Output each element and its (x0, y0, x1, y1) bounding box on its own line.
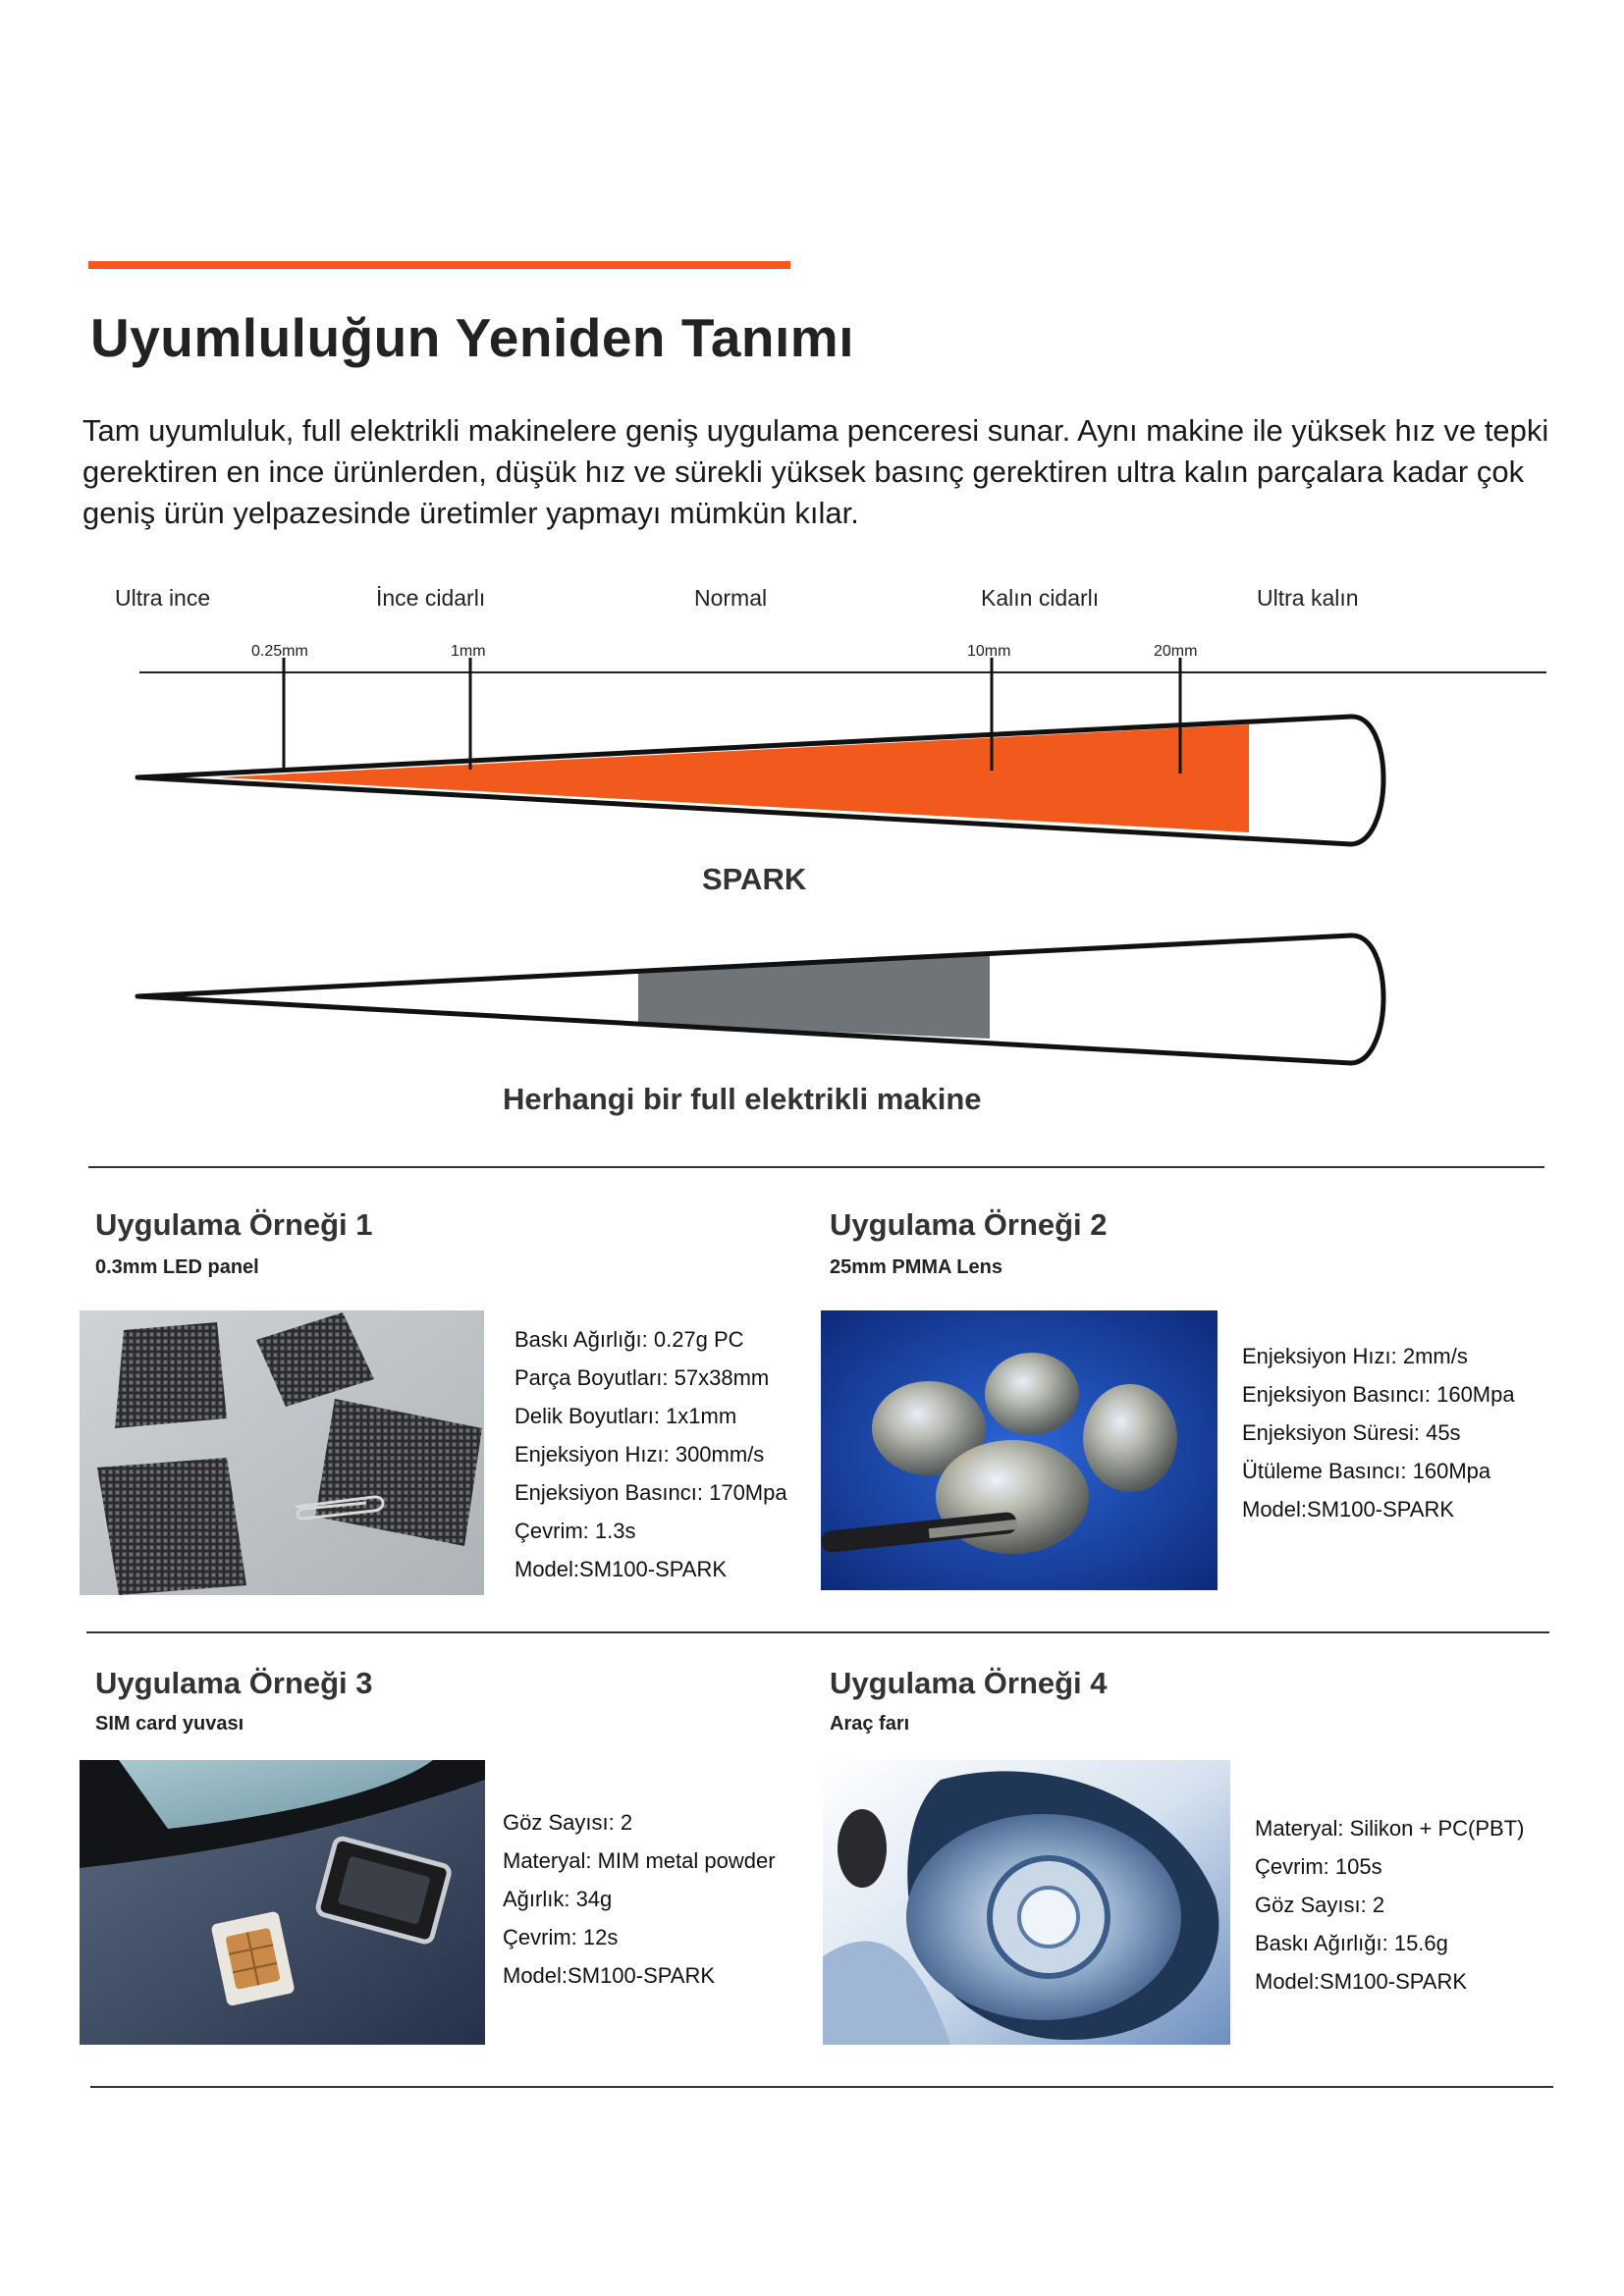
example-2-subtitle: 25mm PMMA Lens (830, 1256, 1002, 1278)
spec-item: Model:SM100-SPARK (514, 1557, 728, 1581)
spec-item: Enjeksiyon Hızı: 2mm/s (1242, 1344, 1468, 1368)
spec-item: Delik Boyutları: 1x1mm (514, 1404, 737, 1428)
spark-wedge (137, 658, 1383, 844)
spec-item: Parça Boyutları: 57x38mm (514, 1365, 770, 1390)
spec-item: Enjeksiyon Hızı: 300mm/s (514, 1442, 765, 1467)
spec-item: Çevrim: 1.3s (514, 1519, 636, 1543)
page-title: Uyumluluğun Yeniden Tanımı (90, 307, 854, 368)
led-panel-photo (80, 1310, 484, 1595)
divider-middle (86, 1631, 1549, 1633)
example-2-title: Uygulama Örneği 2 (830, 1207, 1108, 1242)
example-3-title: Uygulama Örneği 3 (95, 1666, 373, 1700)
scale-label-normal: Normal (694, 585, 768, 611)
spark-range-fill (218, 724, 1249, 832)
generic-machine-wedge (137, 935, 1383, 1063)
sim-card-tray-photo (80, 1760, 485, 2045)
spec-item: Göz Sayısı: 2 (503, 1810, 633, 1835)
spec-item: Materyal: Silikon + PC(PBT) (1255, 1816, 1525, 1841)
spec-item: Model:SM100-SPARK (1255, 1969, 1468, 1994)
example-1-specs (514, 1320, 787, 1588)
divider-bottom (90, 2086, 1553, 2088)
spec-item: Enjeksiyon Basıncı: 160Mpa (1242, 1382, 1515, 1407)
pmma-lens-photo (821, 1310, 1218, 1590)
tick-label-025mm: 0.25mm (251, 643, 308, 660)
example-3-subtitle: SIM card yuvası (95, 1713, 244, 1735)
scale-label-ultra-thick: Ultra kalın (1257, 585, 1359, 611)
spec-item: Ağırlık: 34g (503, 1887, 613, 1911)
tick-label-10mm: 10mm (967, 643, 1011, 660)
example-4-title: Uygulama Örneği 4 (830, 1666, 1108, 1700)
example-4-specs (1255, 1809, 1524, 2001)
spec-item: Materyal: MIM metal powder (503, 1848, 776, 1873)
spark-label: SPARK (702, 862, 807, 896)
spec-item: Baskı Ağırlığı: 15.6g (1255, 1931, 1448, 1955)
intro-paragraph: Tam uyumluluk, full elektrikli makinelere geniş uygulama penceresi sunar. Aynı makine ile yüksek hız ve tepki gerektiren en ince ürünlerden, düşük hız ve sürekli yüksek basınç gerektiren ultra kalın parçalara kadar çok geniş ürün yelpazesinde üretimler yapmayı mümkün kılar. (82, 413, 1549, 530)
scale-label-thin-wall: İnce cidarlı (376, 585, 486, 611)
example-1-subtitle: 0.3mm LED panel (95, 1256, 259, 1278)
example-1-title: Uygulama Örneği 1 (95, 1207, 373, 1242)
scale-label-thick-wall: Kalın cidarlı (981, 585, 1100, 611)
divider-top (88, 1166, 1544, 1168)
spec-item: Model:SM100-SPARK (503, 1963, 716, 1988)
example-3-specs (503, 1803, 776, 1995)
example-2-specs (1242, 1337, 1515, 1528)
thickness-diagram (0, 0, 1624, 1129)
spec-item: Enjeksiyon Basıncı: 170Mpa (514, 1480, 787, 1505)
scale-label-ultra-thin: Ultra ince (115, 585, 211, 611)
spec-item: Enjeksiyon Süresi: 45s (1242, 1420, 1461, 1445)
spec-item: Çevrim: 105s (1255, 1854, 1382, 1879)
spec-item: Model:SM100-SPARK (1242, 1497, 1455, 1522)
spec-item: Ütüleme Basıncı: 160Mpa (1242, 1459, 1491, 1483)
spec-item: Göz Sayısı: 2 (1255, 1893, 1385, 1917)
tick-label-20mm: 20mm (1154, 643, 1198, 660)
example-4-subtitle: Araç farı (830, 1713, 910, 1735)
spec-item: Baskı Ağırlığı: 0.27g PC (514, 1327, 744, 1352)
spec-item: Çevrim: 12s (503, 1925, 619, 1949)
tick-label-1mm: 1mm (451, 643, 486, 660)
car-headlight-photo (823, 1760, 1230, 2045)
generic-machine-label: Herhangi bir full elektrikli makine (503, 1082, 982, 1116)
